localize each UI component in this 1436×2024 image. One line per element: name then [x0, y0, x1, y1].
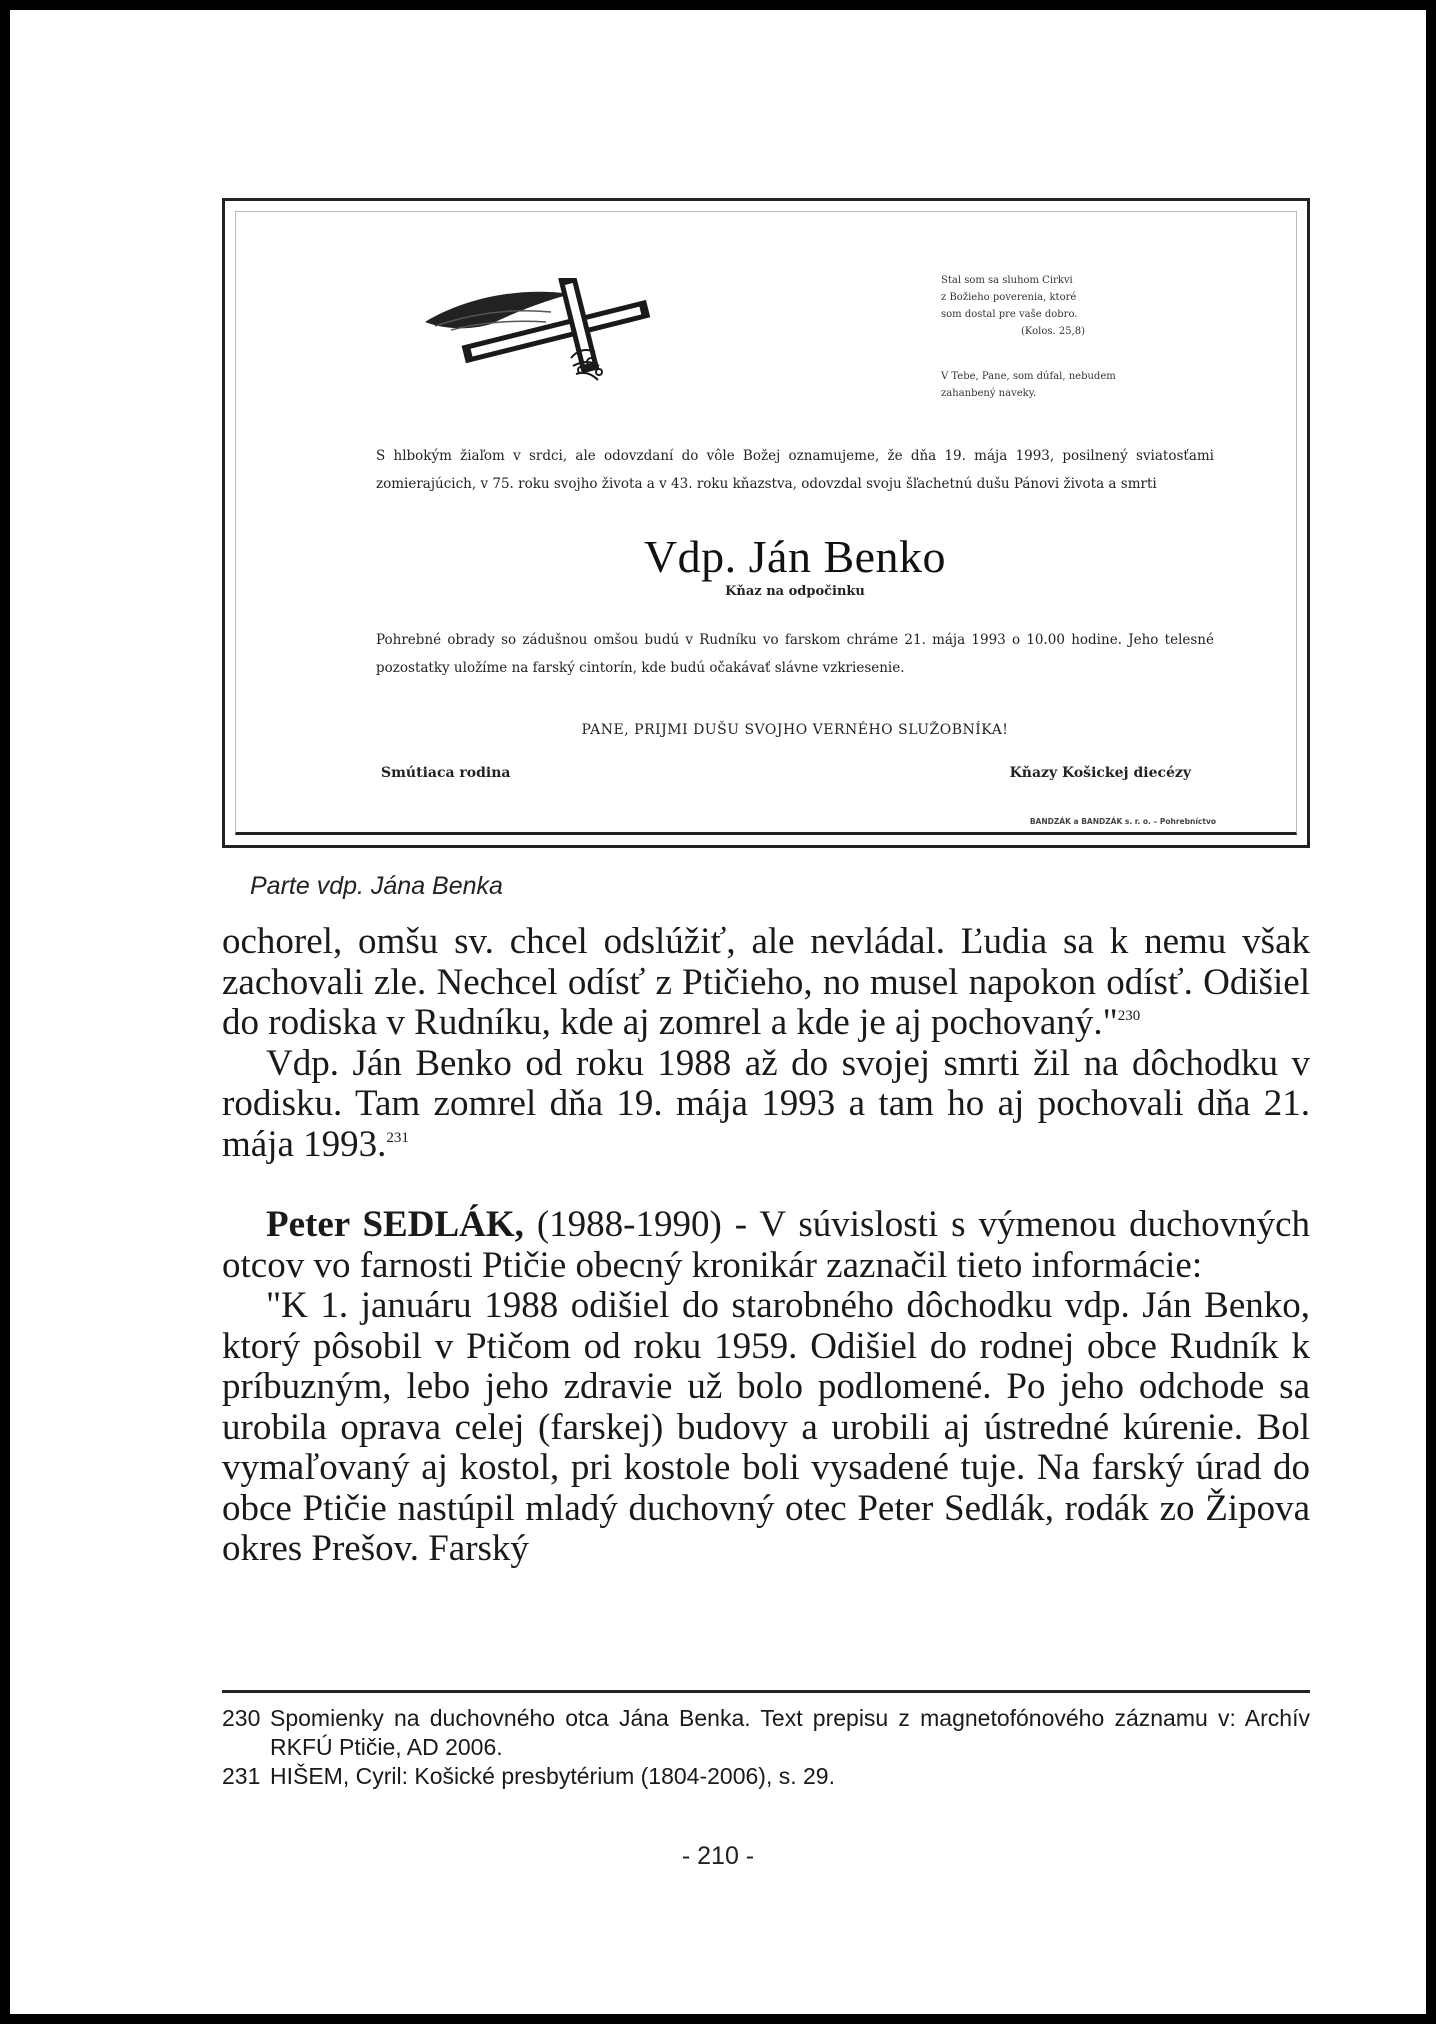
footnote-ref[interactable]: 230 — [1117, 1008, 1141, 1024]
figure-caption: Parte vdp. Jána Benka — [250, 872, 503, 900]
footnote-ref[interactable]: 231 — [386, 1129, 409, 1146]
paragraph — [222, 922, 1310, 1044]
signature-family: Smútiaca rodina — [381, 765, 511, 781]
footnote-number: 230 — [222, 1705, 261, 1731]
bible-verse-1 — [941, 272, 1085, 340]
funeral-details: Pohrebné obrady so zádušnou omšou budú v Rudníku vo farskom chráme 21. mája 1993 o 10.00 hodine. Jeho telesné pozostatky uložíme na farský cintorín, kde budú očakávať slávne vzkriesenie. — [376, 632, 1214, 676]
body-text — [222, 922, 1310, 1570]
cross-with-palm-icon — [421, 278, 671, 388]
obituary-frame — [235, 211, 1297, 835]
deceased-role: Kňaz na odpočinku — [725, 584, 865, 599]
paragraph-text: ochorel, omšu sv. chcel odslúžiť, ale nevládal. Ľudia sa k nemu však zachovali zle. Nechcel odísť z Ptičieho, no musel napokon odísť. Odišiel do rodiska v Rudníku, kde aj zomrel a kde je aj pochovaný." — [222, 921, 1310, 1043]
footnote — [222, 1762, 1310, 1791]
paragraph-text: "K 1. januáru 1988 odišiel do starobného dôchodku vdp. Ján Benko, ktorý pôsobil v Ptičom od roku 1959. Odišiel do rodnej obce Rudník k príbuzným, lebo jeho zdravie už bolo podlomené. Po jeho odchode sa urobila oprava celej (farskej) budovy a urobili aj ústredné kúrenie. Bol vymaľovaný aj kostol, pri kostole boli vysadené tuje. Na farský úrad do obce Ptičie nastúpil mladý duchovný otec Peter Sedlák, rodák zo Žipova okres Prešov. Farský — [222, 1285, 1310, 1569]
bible-verse-2 — [941, 368, 1116, 402]
footnote — [222, 1704, 1310, 1762]
obituary-notice — [222, 198, 1310, 848]
verse-line: z Božieho poverenia, ktoré — [941, 292, 1077, 303]
paragraph — [222, 1205, 1310, 1286]
paragraph — [222, 1286, 1310, 1570]
signature-clergy: Kňazy Košickej diecézy — [1009, 765, 1191, 781]
footnotes — [222, 1704, 1310, 1791]
deceased-block — [376, 532, 1214, 599]
footnote-text: Spomienky na duchovného otca Jána Benka. Text prepisu z magnetofónového záznamu v: Archív RKFÚ Ptičie, AD 2006. — [270, 1705, 1310, 1760]
verse-line: zahanbený naveky. — [941, 388, 1037, 399]
page-number: - 210 - — [681, 1842, 755, 1870]
verse-line: som dostal pre vaše dobro. — [941, 309, 1078, 320]
footnote-number: 231 — [222, 1763, 261, 1789]
person-name: Peter SEDLÁK, — [266, 1204, 524, 1245]
footnote-text: HIŠEM, Cyril: Košické presbytérium (1804-2006), s. 29. — [270, 1763, 835, 1789]
page — [10, 10, 1426, 2014]
verse-line: V Tebe, Pane, som dúfal, nebudem — [941, 371, 1116, 382]
publisher-line: BANDZÁK a BANDZÁK s. r. o. – Pohrebníctvo — [1029, 817, 1216, 826]
verse-line: Stal som sa sluhom Cirkvi — [941, 275, 1073, 286]
paragraph-text: Vdp. Ján Benko od roku 1988 až do svojej smrti žil na dôchodku v rodisku. Tam zomrel dňa 19. mája 1993 a tam ho aj pochovali dňa 21. mája 1993. — [222, 1042, 1310, 1165]
prayer-line: PANE, PRIJMI DUŠU SVOJHO VERNÉHO SLUŽOBNÍKA! — [581, 722, 1009, 738]
paragraph-text: (1988-1990) - V súvislosti s výmenou duchovných otcov vo farnosti Ptičie obecný kronikár zaznačil tieto informácie: — [222, 1204, 1310, 1286]
verse-reference: (Kolos. 25,8) — [1021, 326, 1085, 337]
deceased-name: Vdp. Ján Benko — [643, 531, 947, 582]
death-announcement: S hlbokým žiaľom v srdci, ale odovzdaní do vôle Božej oznamujeme, že dňa 19. mája 1993, posilnený sviatosťami zomierajúcich, v 75. roku svojho života a v 43. roku kňazstva, odovzdal svoju šľachetnú dušu Pánovi života a smrti — [376, 448, 1214, 492]
footnote-divider — [222, 1690, 1310, 1693]
paragraph — [222, 1044, 1310, 1166]
